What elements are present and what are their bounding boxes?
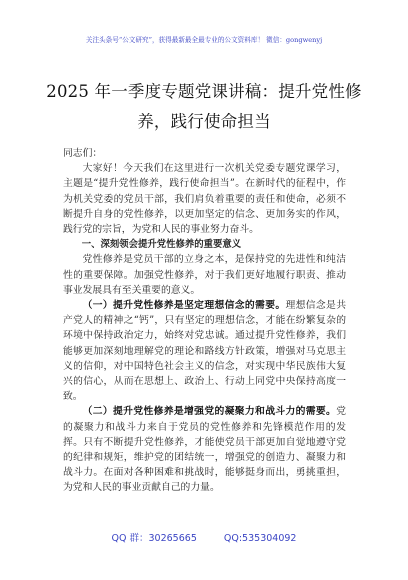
intro-paragraph: 大家好！今天我们在这里进行一次机关党委专题党课学习，主题是“提升党性修养，践行使命担当”。在新时代的征程中，作为机关党委的党员干部，我们肩负着重要的责任和使命，必须不断提升自身的党性修养，以更加坚定的信念、更加务实的作风，践行党的宗旨，为党和人民的事业努力奋斗。 bbox=[63, 163, 346, 236]
subsection1-text: 理想信念是共产党人的精神之“钙”，只有坚定的理想信念，才能在纷繁复杂的环境中保持政治定力，始终对党忠诚。通过提升党性修养，我们能够更加深刻地理解党的理论和路线方针政策，增强对马克思主义的信仰，对中国特色社会主义的信念，对实现中华民族伟大复兴的信心，从而在思想上、政治上、行动上同党中央保持高度一致。 bbox=[63, 300, 347, 403]
subsection2-paragraph bbox=[63, 404, 346, 495]
section1-intro-paragraph: 党性修养是党员干部的立身之本，是保持党的先进性和纯洁性的重要保障。加强党性修养，对于我们更好地履行职责、推动事业发展具有至关重要的意义。 bbox=[63, 254, 346, 296]
document-title-line1: 2025 年一季度专题党课讲稿：提升党性修 bbox=[46, 82, 362, 101]
subsection2-heading: （二）提升党性修养是增强党的凝聚力和战斗力的需要。 bbox=[82, 406, 337, 418]
subsection1-heading: （一）提升党性修养是坚定理想信念的需要。 bbox=[82, 300, 286, 312]
subsection2-text: 党的凝聚力和战斗力来自于党员的党性修养和先锋模范作用的发挥。只有不断提升党性修养，才能使党员干部更加自觉地遵守党的纪律和规矩，维护党的团结统一，增强党的创造力、凝聚力和战斗力。在面对各种困难和挑战时，能够挺身而出，勇挑重担，为党和人民的事业贡献自己的力量。 bbox=[63, 406, 346, 494]
section1-heading: 一、深刻领会提升党性修养的重要意义 bbox=[81, 239, 242, 251]
greeting: 同志们： bbox=[63, 148, 103, 159]
footer-bar bbox=[0, 530, 408, 544]
header-banner: 关注头条号“公文研究”，获得最新最全最专业的公文资料库！ 微信：gongwenyj bbox=[85, 36, 323, 44]
document-body bbox=[63, 146, 346, 496]
footer-qq-group: QQ 群：30265665 bbox=[111, 533, 197, 544]
document-title-line2: 养，践行使命担当 bbox=[137, 112, 271, 131]
subsection1-paragraph bbox=[63, 298, 346, 404]
footer-qq: QQ:535304092 bbox=[223, 533, 297, 544]
